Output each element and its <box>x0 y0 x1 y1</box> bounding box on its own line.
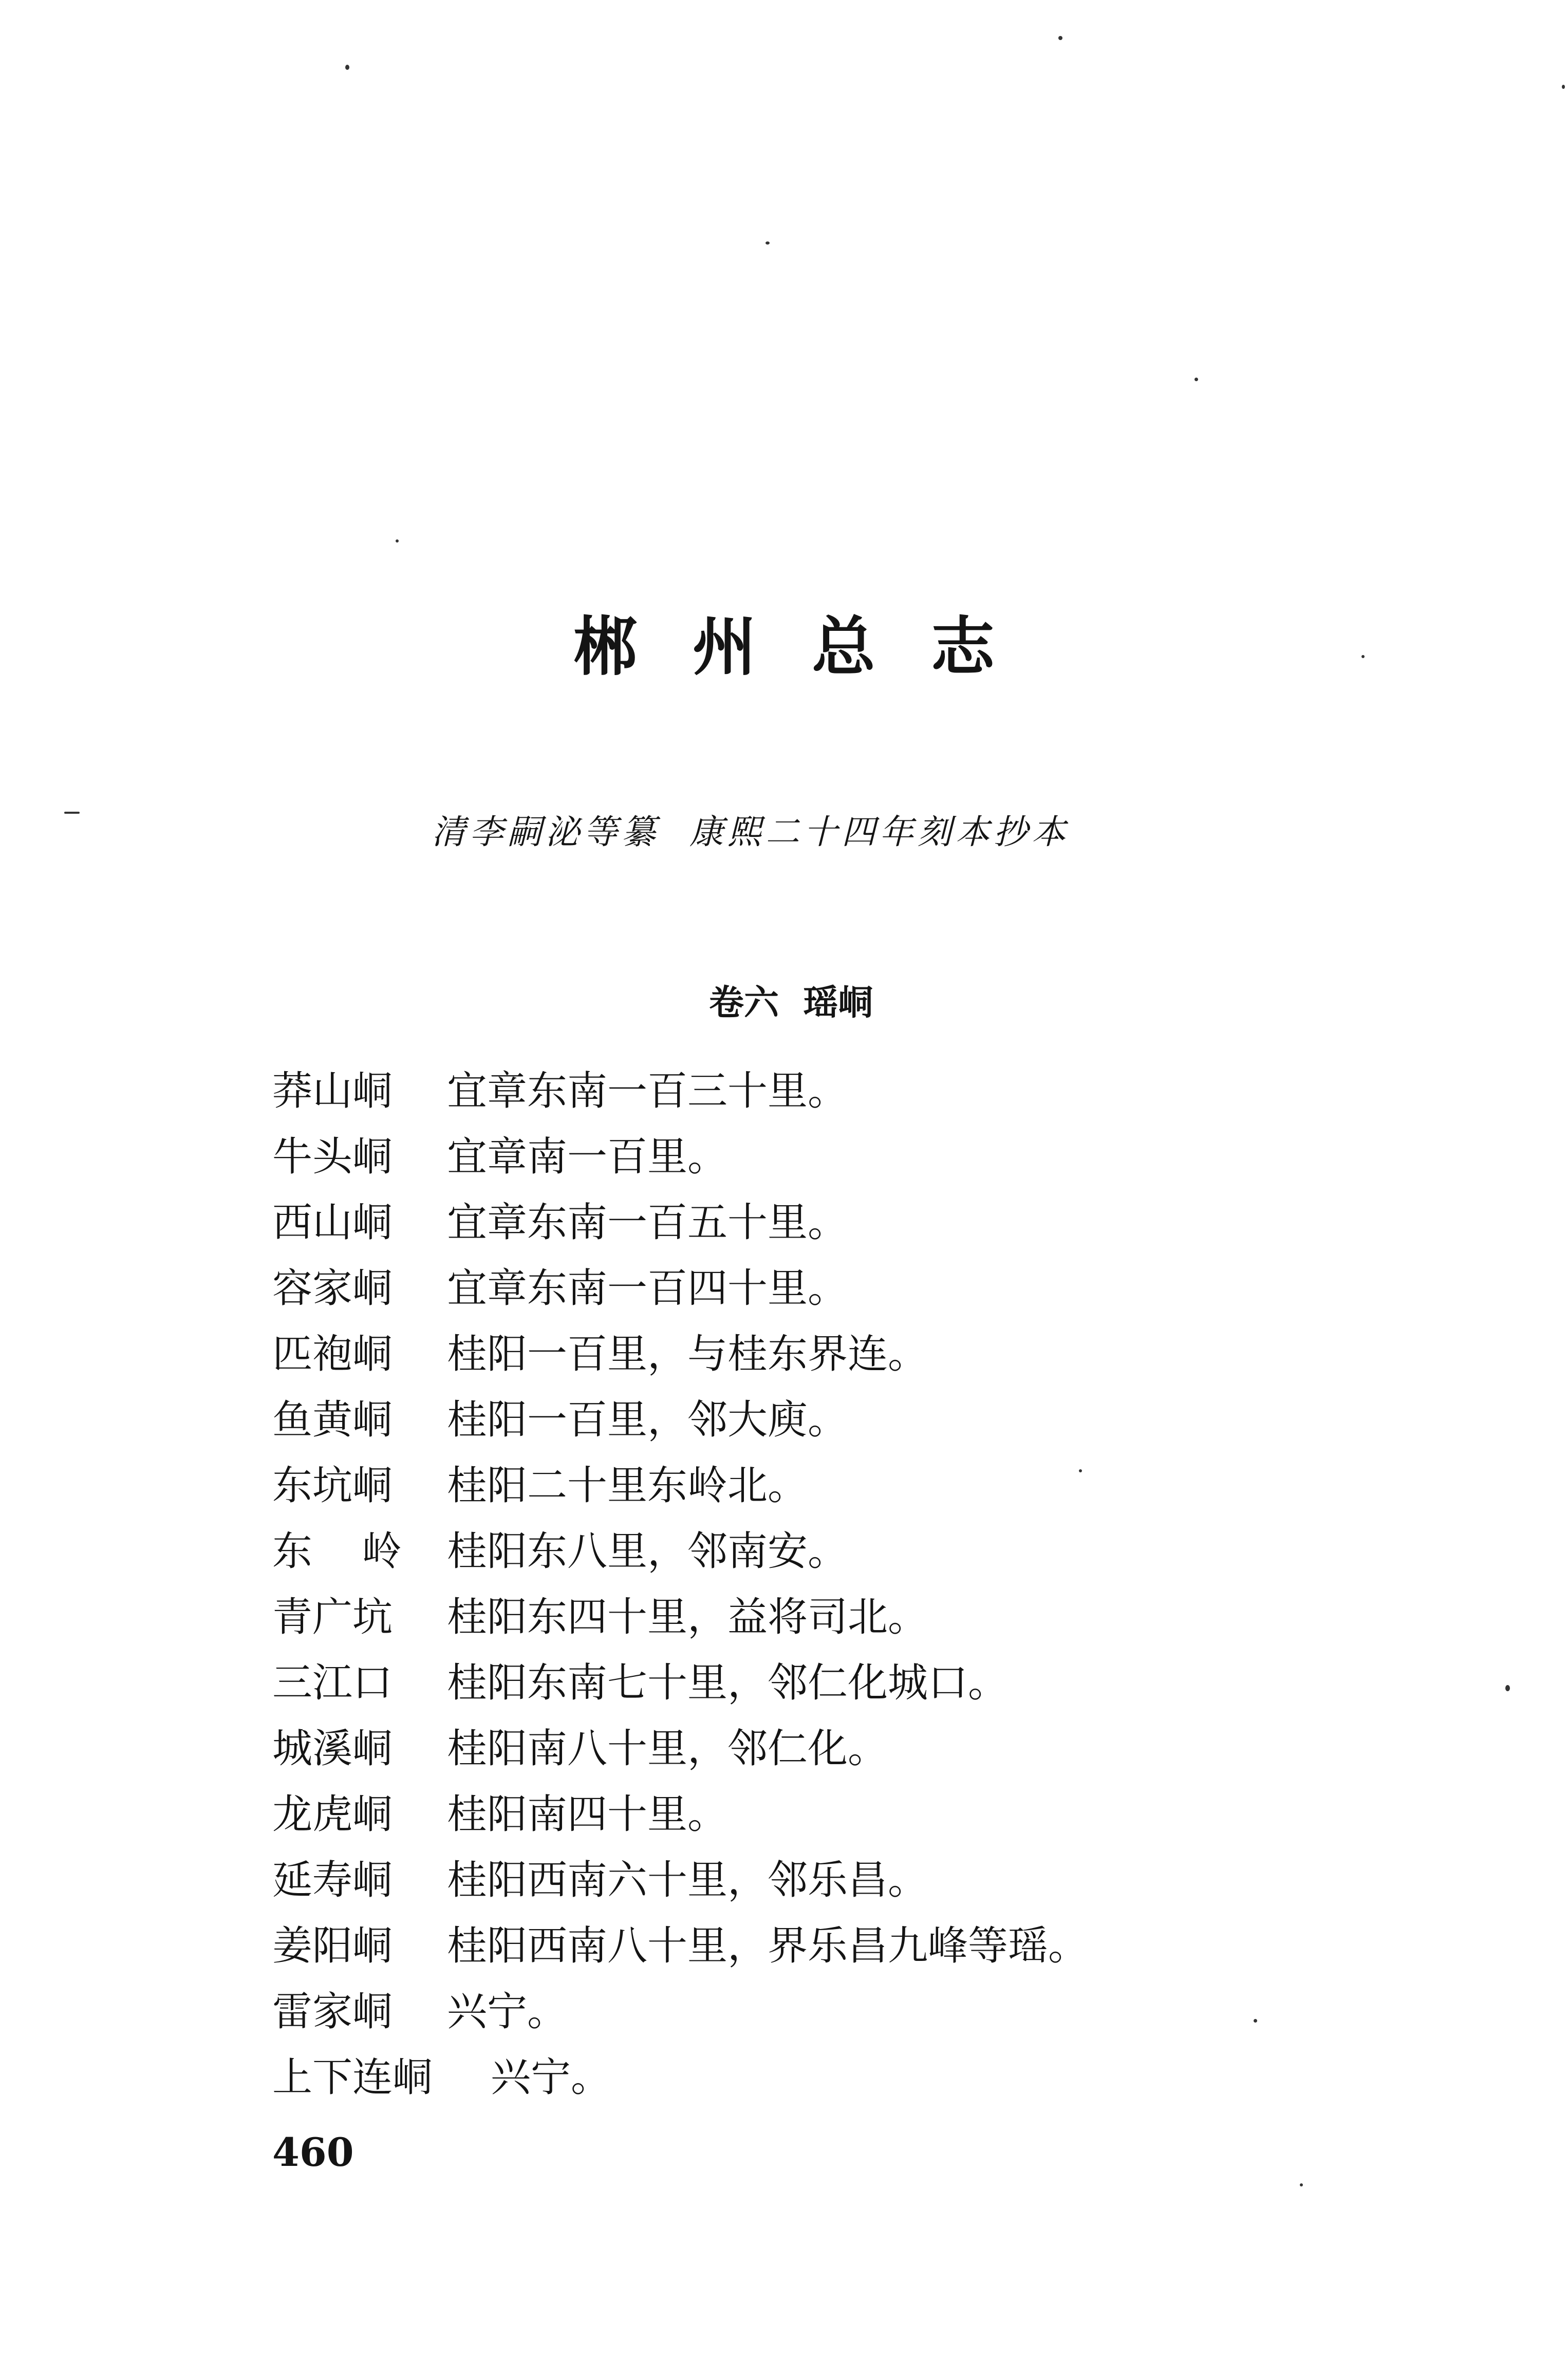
entry-description: 桂阳南四十里。 <box>447 1791 728 1838</box>
entry-name: 东坑峒 <box>272 1463 393 1509</box>
entry-name: 上下连峒 <box>272 2054 433 2101</box>
list-item <box>272 1190 1454 1256</box>
entry-name: 龙虎峒 <box>272 1791 393 1838</box>
entry-name: 容家峒 <box>272 1265 393 1312</box>
scan-speck <box>1254 2019 1257 2023</box>
list-item <box>272 1716 1454 1782</box>
list-item <box>272 1453 1454 1519</box>
entry-description: 宜章南一百里。 <box>447 1134 728 1180</box>
list-item <box>272 1256 1454 1321</box>
entry-description: 桂阳南八十里，邻仁化。 <box>447 1726 888 1772</box>
entry-description: 桂阳二十里东岭北。 <box>447 1463 808 1509</box>
document-subtitle: 清李嗣泌等纂 康熙二十四年刻本抄本 <box>432 812 1070 852</box>
entry-name: 雷家峒 <box>272 1989 393 2035</box>
scan-speck <box>1300 2183 1303 2186</box>
list-item <box>272 2045 1454 2110</box>
scan-speck <box>766 241 770 245</box>
entry-description: 宜章东南一百三十里。 <box>447 1068 848 1114</box>
entry-name: 牛头峒 <box>272 1134 393 1180</box>
list-item <box>272 1519 1454 1584</box>
entry-name: 匹袍峒 <box>272 1331 393 1377</box>
entry-description: 桂阳东四十里，益将司北。 <box>447 1594 928 1640</box>
entry-description: 兴宁。 <box>447 1989 568 2035</box>
entry-name: 城溪峒 <box>272 1726 393 1772</box>
entry-description: 桂阳东八里，邻南安。 <box>447 1528 848 1575</box>
list-item <box>272 1584 1454 1650</box>
list-item <box>272 1979 1454 2045</box>
list-item <box>272 1387 1454 1453</box>
list-item <box>272 1782 1454 1847</box>
scan-speck <box>1058 36 1062 40</box>
entry-description: 宜章东南一百五十里。 <box>447 1200 848 1246</box>
scan-speck <box>1361 655 1365 658</box>
list-item <box>272 1650 1454 1716</box>
scan-speck <box>1505 1685 1510 1691</box>
scan-speck <box>64 812 80 814</box>
scan-speck <box>1079 1469 1082 1472</box>
entry-name: 鱼黄峒 <box>272 1397 393 1443</box>
document-title: 郴州总志 <box>573 610 1050 684</box>
list-item <box>272 1124 1454 1190</box>
entry-description: 宜章东南一百四十里。 <box>447 1265 848 1312</box>
section-heading: 卷六 瑶峒 <box>709 983 873 1023</box>
list-item <box>272 1847 1454 1913</box>
entry-list <box>272 1058 1454 2110</box>
entry-name: 姜阳峒 <box>272 1923 393 1969</box>
page-number: 460 <box>272 2129 354 2175</box>
entry-name: 青广坑 <box>272 1594 393 1640</box>
scan-speck <box>396 539 399 543</box>
entry-description: 桂阳东南七十里，邻仁化城口。 <box>447 1660 1009 1706</box>
entry-description: 桂阳一百里，与桂东界连。 <box>447 1331 928 1377</box>
list-item <box>272 1058 1454 1124</box>
scan-speck <box>345 65 349 70</box>
entry-description: 兴宁。 <box>491 2054 611 2101</box>
list-item <box>272 1321 1454 1387</box>
entry-name: 东岭 <box>272 1528 452 1575</box>
entry-description: 桂阳一百里，邻大庾。 <box>447 1397 848 1443</box>
entry-name: 西山峒 <box>272 1200 393 1246</box>
scan-speck <box>1194 378 1198 381</box>
entry-description: 桂阳西南六十里，邻乐昌。 <box>447 1857 928 1903</box>
entry-name: 三江口 <box>272 1660 393 1706</box>
entry-name: 延寿峒 <box>272 1857 393 1903</box>
entry-description: 桂阳西南八十里，界乐昌九峰等瑶。 <box>447 1923 1089 1969</box>
entry-name: 莽山峒 <box>272 1068 393 1114</box>
list-item <box>272 1913 1454 1979</box>
scan-speck <box>1562 85 1565 89</box>
